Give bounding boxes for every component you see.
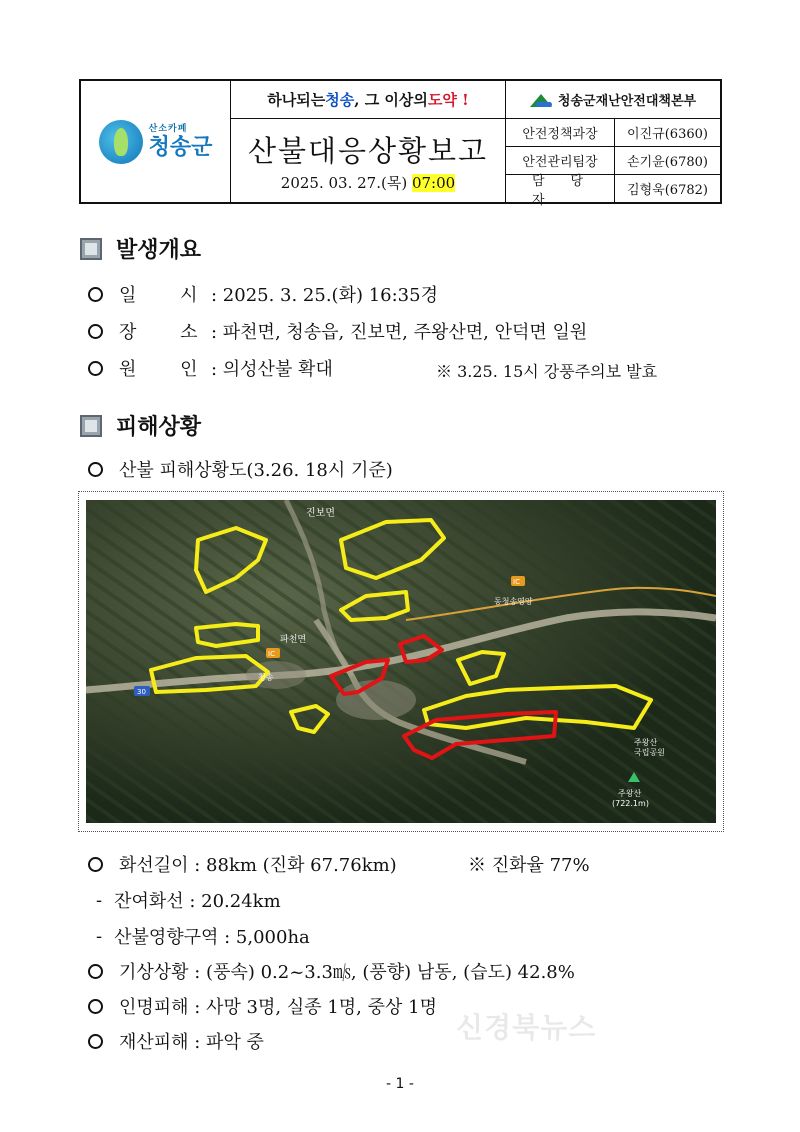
- remaining-text: 잔여화선 : 20.24km: [114, 891, 281, 912]
- circle-bullet-icon: [88, 964, 103, 979]
- contact-name: 이진규(6360): [627, 127, 708, 142]
- slogan-pre: 하나되는: [267, 91, 326, 109]
- property-item: [88, 1028, 264, 1054]
- section-title: 피해상황: [116, 415, 202, 440]
- circle-bullet-icon: [88, 999, 103, 1014]
- section-title: 발생개요: [116, 238, 202, 263]
- contact-row: [506, 119, 720, 147]
- slogan-blue: 청송: [325, 91, 355, 109]
- circle-bullet-icon: [88, 361, 103, 376]
- map-caption-text: 산불 피해상황도(3.26. 18시 기준): [119, 460, 393, 481]
- map-label-pacheon: 파천면: [280, 635, 307, 645]
- contact-role: 안전정책과장: [506, 119, 615, 146]
- item-label: 원 인: [119, 359, 198, 380]
- wind-advisory-note: ※ 3.25. 15시 강풍주의보 발효: [436, 362, 658, 381]
- casualty-text: 인명피해 : 사망 3명, 실종 1명, 중상 1명: [119, 997, 437, 1018]
- item-value: : 2025. 3. 25.(화) 16:35경: [211, 285, 438, 306]
- logo-cell: [81, 81, 231, 202]
- circle-bullet-icon: [88, 462, 103, 477]
- fire-damage-map: [86, 500, 716, 823]
- map-label-dongcheongsong: 동청송영양: [494, 597, 533, 606]
- contact-name: 손기윤(6780): [627, 155, 708, 170]
- property-text: 재산피해 : 파악 중: [119, 1032, 264, 1053]
- map-label-juwang-alt: (722.1m): [612, 799, 649, 808]
- circle-bullet-icon: [88, 287, 103, 302]
- casualty-item: [88, 993, 437, 1019]
- map-label-juwang-peak: 주왕산: [618, 789, 642, 798]
- contact-name: 김형욱(6782): [627, 183, 708, 198]
- dash-bullet-icon: -: [96, 925, 103, 947]
- item-value: : 의성산불 확대: [211, 359, 333, 380]
- map-label-route: 30: [137, 688, 146, 696]
- mountain-icon: [530, 93, 552, 107]
- circle-bullet-icon: [88, 1034, 103, 1049]
- cheongsong-logo: [99, 120, 213, 164]
- time-highlight: 07:00: [411, 174, 456, 192]
- hq-cell: [506, 81, 720, 119]
- contact-row: [506, 173, 720, 208]
- weather-item: [88, 958, 575, 984]
- report-title: 산불대응상황보고: [247, 134, 489, 168]
- map-label-jinbo: 진보면: [306, 508, 335, 519]
- overview-item-date: [88, 281, 438, 307]
- area-text: 산불영향구역 : 5,000ha: [114, 927, 310, 948]
- page-number: - 1 -: [386, 1076, 414, 1092]
- report-header-table: [79, 79, 722, 208]
- dash-bullet-icon: -: [96, 889, 103, 911]
- map-caption: [88, 456, 393, 482]
- affected-area: [96, 923, 310, 949]
- map-label-ic: IC: [513, 578, 520, 586]
- overview-item-place: [88, 318, 587, 344]
- title-cell: [231, 119, 506, 202]
- hq-name: 청송군재난안전대책본부: [557, 94, 697, 109]
- weather-text: 기상상황 : (풍속) 0.2~3.3㎧, (풍향) 남동, (습도) 42.8%: [119, 962, 575, 983]
- satellite-map: [86, 500, 716, 823]
- logo-title: 청송군: [148, 134, 213, 160]
- item-label: 장 소: [119, 322, 198, 343]
- contact-role: 안전관리팀장: [506, 147, 615, 174]
- overview-item-cause: [88, 355, 333, 381]
- map-label-juwang-park: 주왕산 국립공원: [634, 738, 665, 757]
- slogan-red: 도약 !: [427, 91, 469, 109]
- report-date: [231, 172, 505, 193]
- news-watermark: 신경북뉴스: [456, 1011, 597, 1044]
- circle-bullet-icon: [88, 324, 103, 339]
- section-square-icon: [80, 238, 102, 260]
- section-square-icon: [80, 415, 102, 437]
- slogan-mid: , 그 이상의: [354, 91, 428, 109]
- map-label-cheongsong: 청송: [258, 673, 274, 682]
- circle-bullet-icon: [88, 857, 103, 872]
- contact-role: 담당자: [506, 175, 615, 202]
- fire-line-text: 화선길이 : 88km (진화 67.76km): [119, 855, 397, 876]
- section-heading-damage: [80, 410, 201, 441]
- leaf-globe-icon: [99, 120, 143, 164]
- suppression-rate: ※ 진화율 77%: [468, 855, 590, 876]
- remaining-fire-line: [96, 887, 281, 913]
- section-heading-overview: [80, 233, 201, 264]
- fire-line-item: [88, 851, 397, 877]
- date-text: 2025. 03. 27.(목): [280, 174, 412, 192]
- item-label: 일 시: [119, 285, 198, 306]
- item-value: : 파천면, 청송읍, 진보면, 주왕산면, 안덕면 일원: [211, 322, 588, 343]
- fire-damage-map-frame: [78, 491, 724, 832]
- logo-subtitle: 산소카페: [148, 123, 188, 134]
- map-label-ic: IC: [268, 650, 275, 658]
- slogan: [231, 81, 506, 119]
- town-area: [336, 680, 416, 720]
